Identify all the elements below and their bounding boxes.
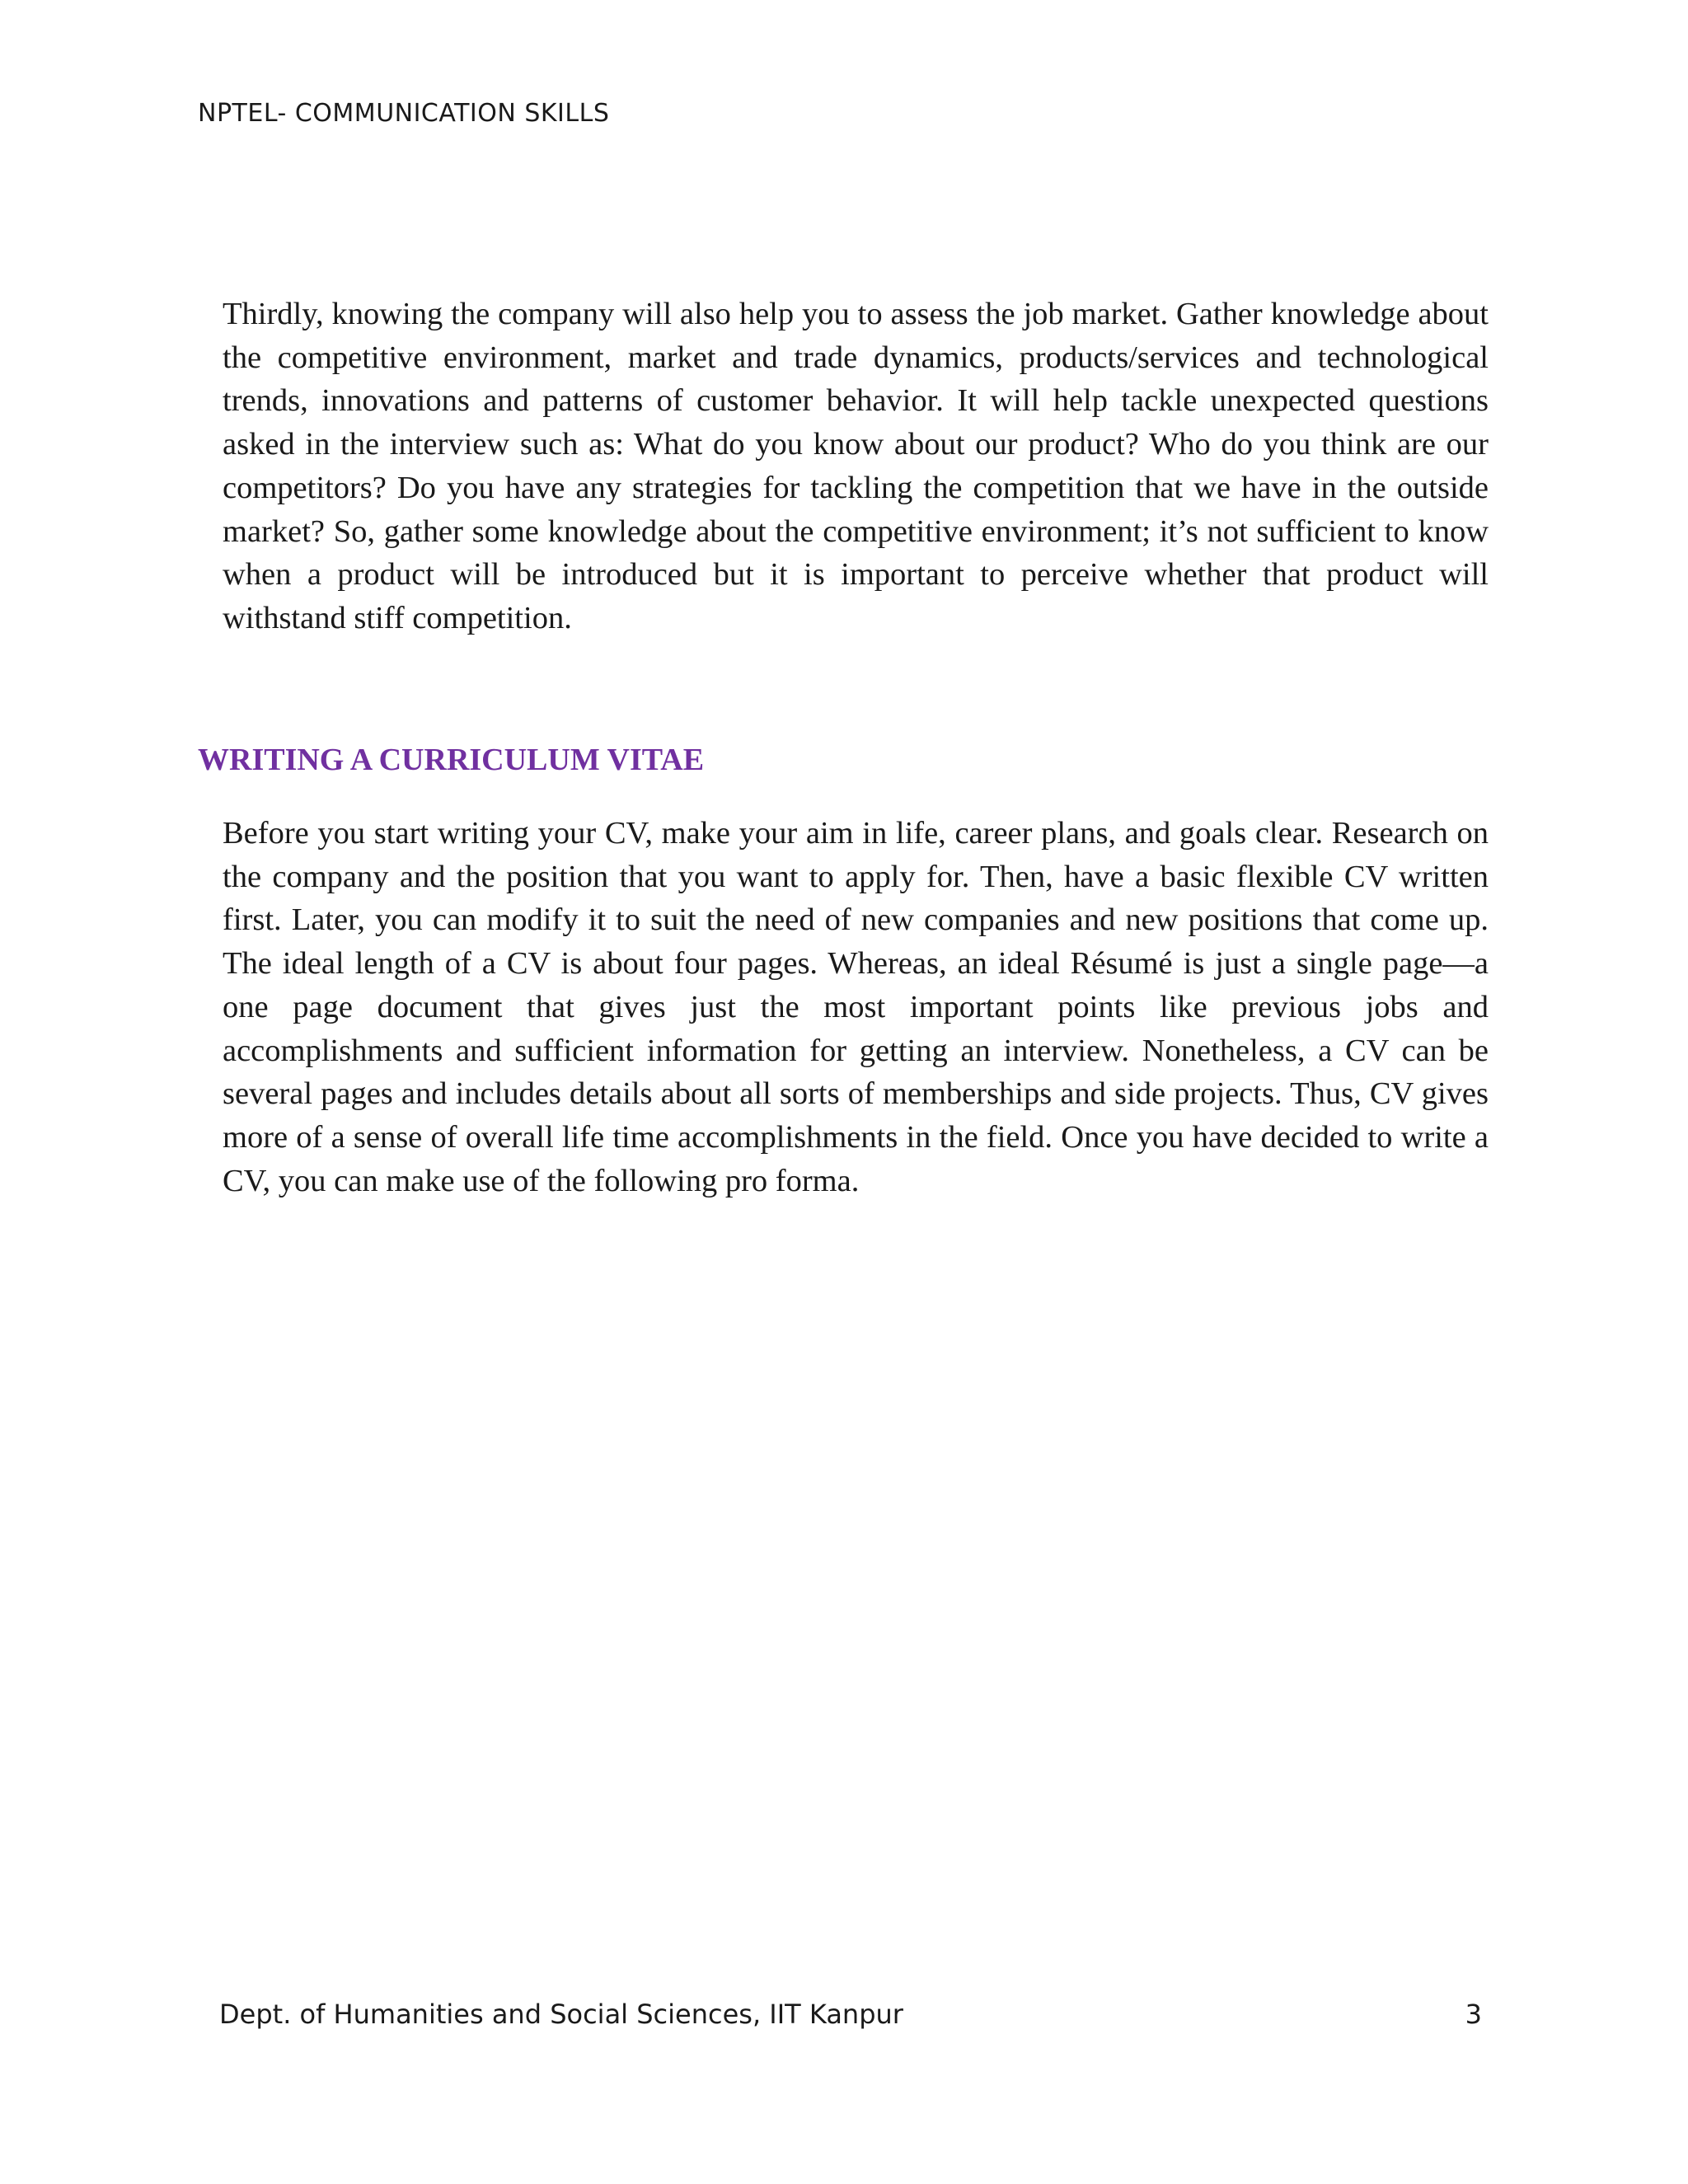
section-heading: WRITING A CURRICULUM VITAE bbox=[198, 743, 705, 777]
footer-page-number: 3 bbox=[1465, 1999, 1482, 2030]
body-paragraph-company-knowledge: Thirdly, knowing the company will also help you to assess the job market. Gather knowledge about the competitive environment, market and trade dynamics, products/services and technological trends, innovations and patterns of customer behavior. It will help tackle unexpected questions asked in the interview such as: What do you know about our product? Who do you think are our competitors? Do you have any strategies for tackling the competition that we have in the outside market? So, gather some knowledge about the competitive environment; it’s not sufficient to know when a product will be introduced but it is important to perceive whether that product will withstand stiff competition. bbox=[223, 297, 1489, 635]
running-header: NPTEL- COMMUNICATION SKILLS bbox=[198, 99, 610, 128]
footer-department: Dept. of Humanities and Social Sciences, IIT Kanpur bbox=[219, 1999, 903, 2030]
body-paragraph-cv-writing: Before you start writing your CV, make your aim in life, career plans, and goals clear. Research on the company and the position that you want to apply for. Then, have a basic flexible CV written first. Later, you can modify it to suit the need of new companies and new positions that come up. The ideal length of a CV is about four pages. Whereas, an ideal Résumé is just a single page—a one page document that gives just the most important points like previous jobs and accomplishments and sufficient information for getting an interview. Nonetheless, a CV can be several pages and includes details about all sorts of memberships and side projects. Thus, CV gives more of a sense of overall life time accomplishments in the field. Once you have decided to write a CV, you can make use of the following pro forma. bbox=[223, 816, 1489, 1198]
